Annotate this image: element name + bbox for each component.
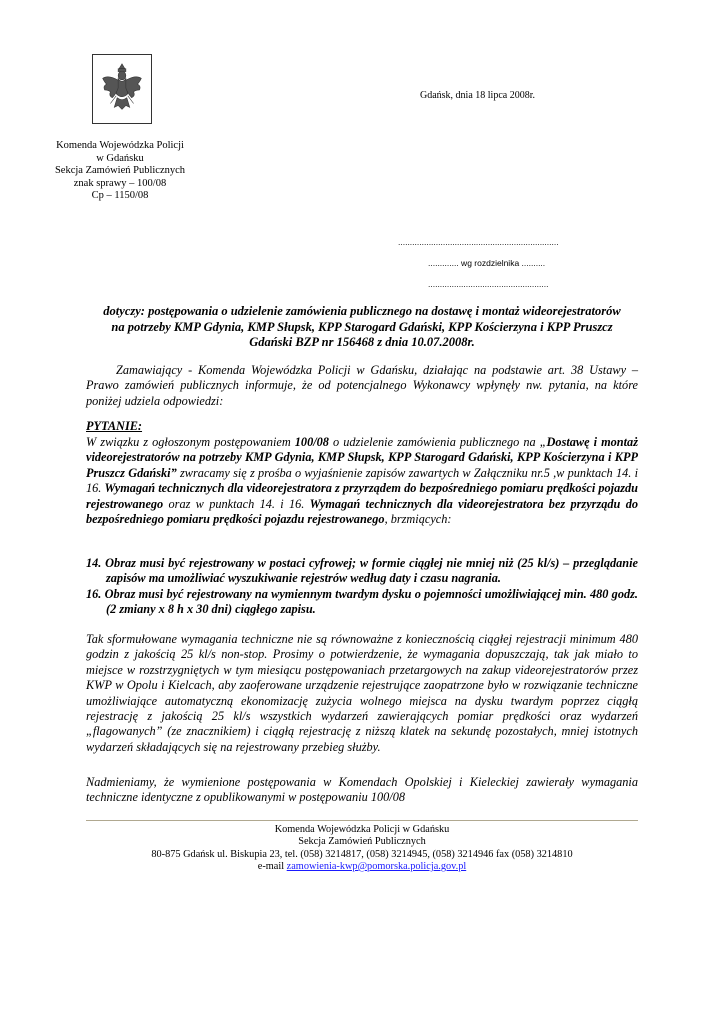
question-text: zwracamy się z prośba o wyjaśnienie zapisów zawartych w Załączniku nr.5 ,w punktach 14. i 16. — [86, 465, 638, 496]
footer-divider — [86, 820, 638, 821]
document-date: Gdańsk, dnia 18 lipca 2008r. — [420, 90, 535, 101]
distribution-line: ................................................... — [428, 279, 549, 289]
question-text: , brzmiących: — [384, 512, 452, 527]
email-link[interactable]: zamowienia-kwp@pomorska.policja.gov.pl — [286, 860, 467, 872]
intro-paragraph: Zamawiający - Komenda Wojewódzka Policji w Gdańsku, działając na podstawie art. 38 Ustawy – Prawo zamówień publicznych informuje, że od potencjalnego Wykonawcy wpłynęły nw. pytania, na które poniżej udziela odpowiedzi: — [86, 363, 638, 408]
office-line: w Gdańsku — [96, 152, 144, 164]
requirement-item: 14. Obraz musi być rejestrowany w postaci cyfrowej; w formie ciągłej nie mniej niż (25 kl/s) – przeglądanie zapisów ma umożliwiać wyszukiwanie rejestrów według daty i czasu nagrania. — [86, 556, 638, 586]
footer — [86, 824, 638, 873]
footer-line: Sekcja Zamówień Publicznych — [298, 836, 426, 848]
question-paragraph — [86, 435, 638, 527]
case-ref: 100/08 — [294, 435, 329, 449]
requirements-list — [86, 556, 638, 618]
office-line: Komenda Wojewódzka Policji — [56, 140, 184, 151]
requirement-item: 16. Obraz musi być rejestrowany na wymiennym twardym dysku o pojemności umożliwiającej min. 480 godz. (2 zmiany x 8 h x 30 dni) ciągłego zapisu. — [86, 586, 638, 617]
distribution-line: .................................................................... — [398, 237, 559, 247]
question-text: o udzielenie zamówienia publicznego na „ — [328, 435, 547, 449]
question-text: W związku z ogłoszonym postępowaniem — [86, 435, 295, 449]
sender-office-block — [40, 140, 200, 203]
office-line: Sekcja Zamówień Publicznych — [54, 165, 186, 176]
distribution-label: ............. wg rozdzielnika .......... — [428, 258, 546, 268]
procurement-title: Dostawę i montaż videorejestratorów na potrzeby KMP Gdynia, KMP Słupsk, KPP Starogard Gdański, KPP Kościerzyna i KPP Pruszcz Gdański” — [86, 435, 638, 480]
requirements-ref: Wymagań technicznych dla videorejestratora bez przyrządu do bezpośredniego pomiaru prędkości pojazdu rejestrowanego — [86, 496, 638, 527]
body-paragraph: Nadmieniamy, że wymienione postępowania w Komendach Opolskiej i Kieleckiej zawierały wymagania techniczne identyczne z opublikowanymi w postępowaniu 100/08 — [86, 775, 638, 805]
footer-line: Komenda Wojewódzka Policji w Gdańsku — [274, 824, 450, 835]
reference-number: Cp – 1150/08 — [91, 190, 149, 201]
email-prefix: e-mail — [257, 860, 287, 872]
polish-eagle-emblem — [92, 54, 152, 124]
case-number: znak sprawy – 100/08 — [73, 177, 167, 189]
distribution-list — [398, 232, 568, 295]
body-paragraph: Tak sformułowane wymagania techniczne nie są równoważne z koniecznością ciągłej rejestracji minimum 480 godzin z jakością 25 kl/s non-stop. Prosimy o potwierdzenie, że wymagania dopuszczają, tak jak miało to miejsce w rozstrzygniętych w tym miesiącu postępowaniach przetargowych na zakup videorejestratorów przez KWP w Opolu i Kielcach, aby zaoferowane urządzenie rejestrujące zaopatrzone było w rozwiązanie techniczne umożliwiające automatyczną ekonomizację zużycia wolnego miejsca na dysku twardym poprzez ciągłą rejestrację z jakością 25 kl/s wszystkich wydarzeń zawierających pomiar prędkości oraz wydarzeń „flagowanych” (ze znacznikiem) i ciągłą rejestrację z niższą klatek na sekundę pozostałych, mniej istotnych wydarzeń składających się na rejestrowany przebieg służby. — [86, 632, 638, 754]
subject-line: dotyczy: postępowania o udzielenie zamówienia publicznego na dostawę i montaż wideorejestratorów na potrzeby KMP Gdynia, KMP Słupsk, KPP Starogard Gdański, KPP Kościerzyna i KPP Pruszcz Gdański BZP nr 156468 z dnia 10.07.2008r. — [103, 304, 621, 349]
eagle-icon — [93, 55, 151, 123]
footer-contact: 80-875 Gdańsk ul. Biskupia 23, tel. (058) 3214817, (058) 3214945, (058) 3214946 fax (058) 3214810 — [151, 848, 573, 860]
requirements-ref: Wymagań technicznych dla videorejestratora z przyrządem do bezpośredniego pomiaru prędkości pojazdu rejestrowanego — [86, 481, 638, 511]
question-text: oraz w punktach 14. i 16. — [163, 496, 310, 511]
footer-email-line — [86, 861, 638, 873]
question-heading: PYTANIE: — [86, 419, 143, 433]
